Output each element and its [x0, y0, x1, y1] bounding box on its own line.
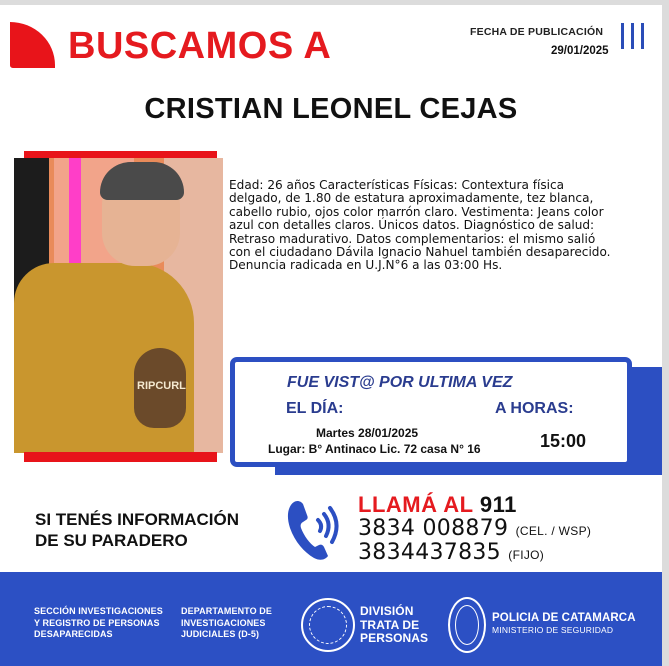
call-911-line — [358, 492, 517, 518]
blue-bars-decoration — [621, 23, 645, 49]
red-corner-decoration — [10, 22, 55, 68]
headline: BUSCAMOS A — [68, 25, 332, 67]
missing-person-poster — [0, 5, 662, 666]
phone-line-2 — [358, 540, 544, 565]
org-policia-catamarca — [492, 613, 636, 636]
info-line-1: SI TENÉS INFORMACIÓN — [35, 510, 240, 529]
publication-label: FECHA DE PUBLICACIÓN — [470, 26, 604, 38]
phone-ringing-icon — [284, 492, 346, 562]
shirt-logo-text: RIPCURL — [137, 380, 186, 392]
org-departamento-investigaciones — [181, 606, 272, 641]
phone-number-cel[interactable]: 3834 008879 — [358, 516, 509, 541]
org4-subtitle: MINISTERIO DE SEGURIDAD — [492, 624, 614, 635]
person-name: CRISTIAN LEONEL CEJAS — [144, 93, 518, 125]
org-division-trata — [360, 605, 428, 646]
org2-line-1: DEPARTAMENTO DE — [181, 606, 273, 616]
photo-frame-bottom — [24, 452, 217, 462]
org1-line-3: DESAPARECIDAS — [34, 629, 113, 639]
org1-line-2: Y REGISTRO DE PERSONAS — [34, 617, 160, 628]
trata-seal-icon — [301, 598, 355, 652]
phone-line-1 — [358, 516, 591, 541]
org2-line-2: INVESTIGACIONES — [181, 617, 266, 628]
last-seen-time: 15:00 — [540, 431, 587, 451]
info-line-2: DE SU PARADERO — [35, 531, 188, 550]
emergency-number[interactable]: 911 — [479, 492, 517, 517]
publication-date: 29/01/2025 — [551, 45, 609, 57]
phone-fijo-suffix: (FIJO) — [508, 548, 545, 562]
call-label: LLAMÁ AL — [358, 492, 474, 517]
info-prompt — [35, 509, 239, 551]
org4-title: POLICIA DE CATAMARCA — [492, 612, 636, 624]
person-photo — [14, 158, 223, 453]
org3-line-3: PERSONAS — [360, 631, 429, 645]
org-seccion-investigaciones — [34, 606, 163, 641]
org3-line-1: DIVISIÓN — [360, 604, 414, 618]
last-seen-day-label: EL DÍA: — [286, 400, 344, 417]
org3-line-2: TRATA DE — [360, 617, 420, 632]
last-seen-hour-label: A HORAS: — [495, 400, 574, 417]
person-description: Edad: 26 años Características Físicas: Contextura física delgado, de 1.80 de estatura aproximadamente, tez blanca, cabello rubio, ojos color marrón claro. Vestimenta: Jeans color azul con detalles claros. Únicos datos. Diagnóstico de salud: Retraso madurativo. Datos complementarios: el mismo salió con el ciudadano Dávila Ignacio Nahuel también desaparecido. Denuncia radicada en U.J.N°6 a las 03:00 Hs. — [229, 178, 611, 273]
last-seen-date: Martes 28/01/2025 — [316, 426, 419, 440]
police-shield-icon — [448, 597, 486, 653]
phone-cel-suffix: (CEL. / WSP) — [515, 524, 592, 538]
phone-number-fijo[interactable]: 3834437835 — [358, 540, 501, 565]
last-seen-place: Lugar: B° Antinaco Lic. 72 casa N° 16 — [268, 442, 481, 456]
org2-line-3: JUDICIALES (D-5) — [181, 629, 260, 639]
last-seen-title: FUE VIST@ POR ULTIMA VEZ — [287, 374, 513, 391]
org1-line-1: SECCIÓN INVESTIGACIONES — [34, 606, 163, 616]
